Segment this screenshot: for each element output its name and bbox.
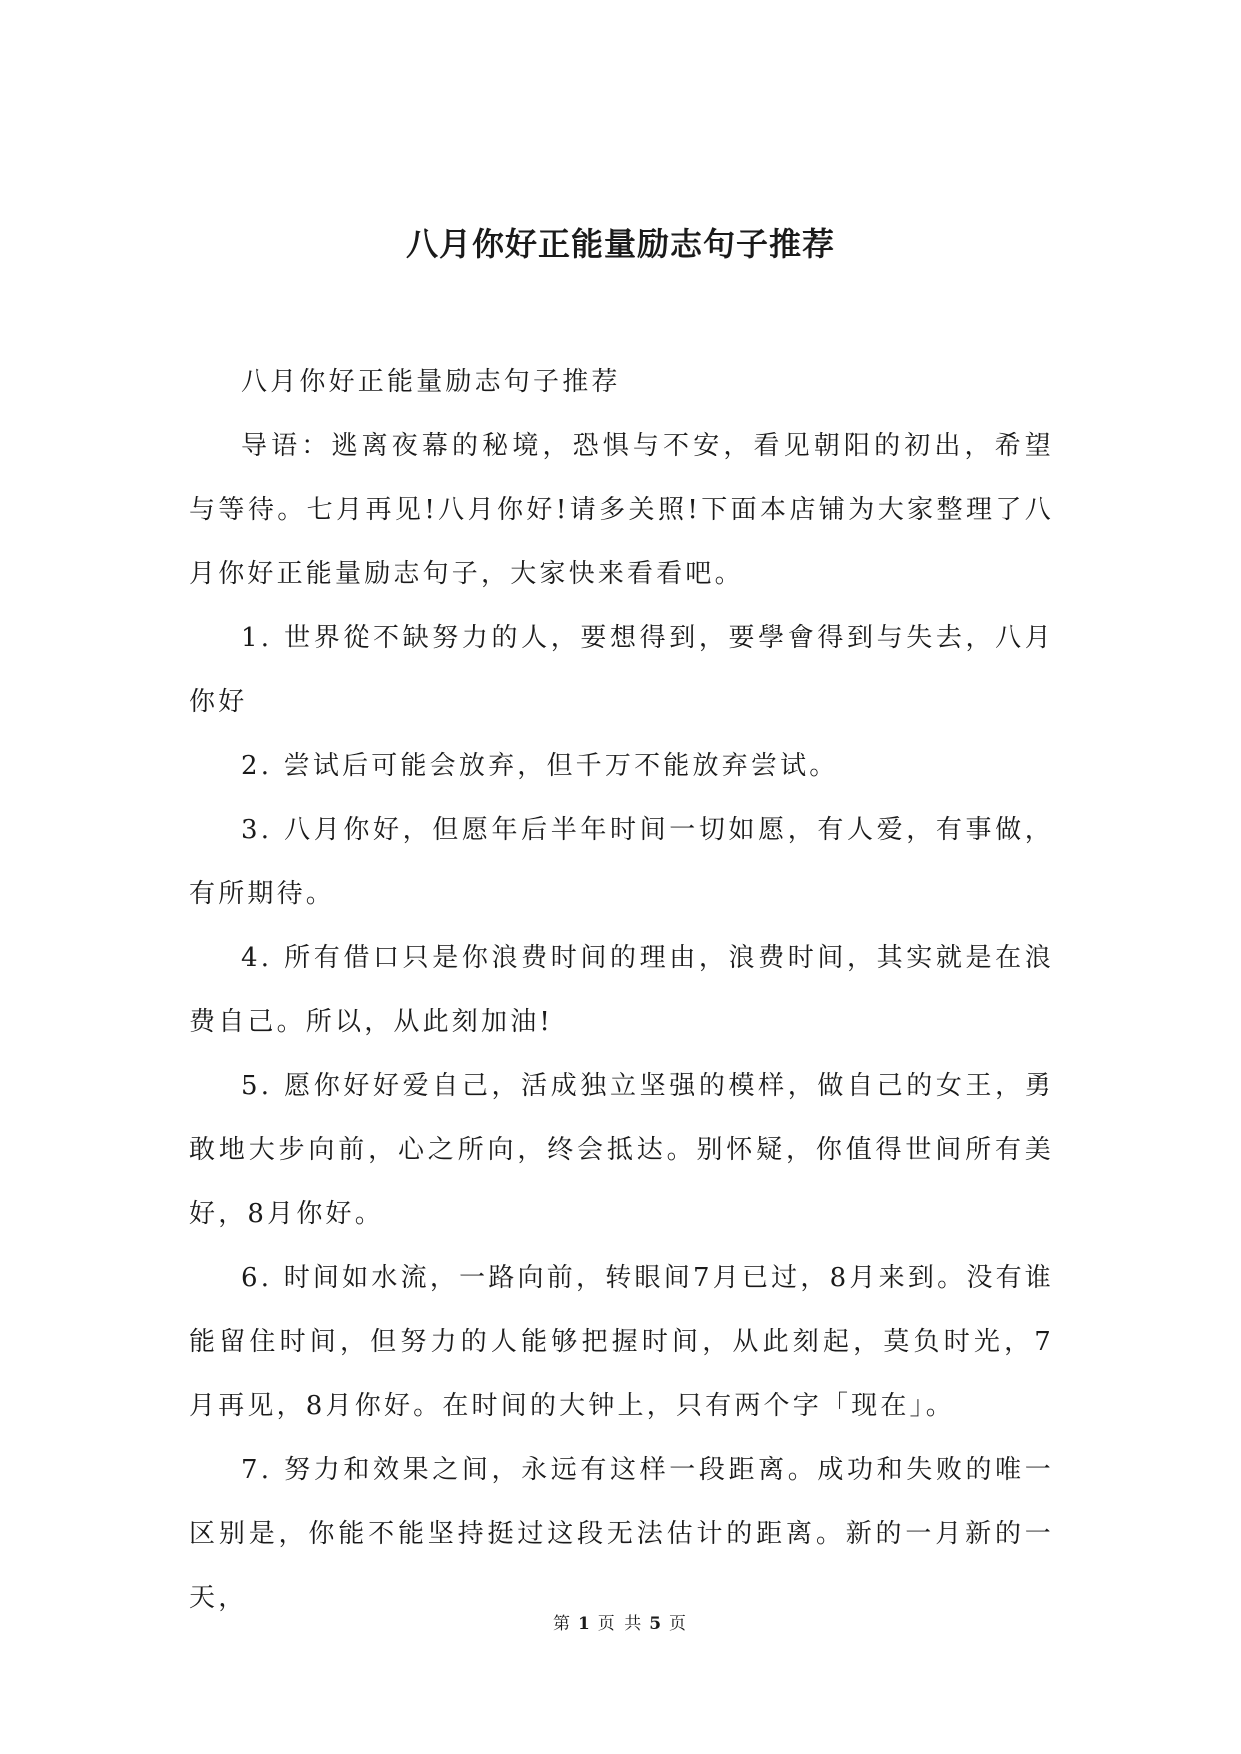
footer-total-pages: 5	[649, 1614, 664, 1634]
document-title: 八月你好正能量励志句子推荐	[405, 225, 835, 263]
page-footer	[0, 1612, 1241, 1636]
footer-current-page: 1	[577, 1614, 592, 1634]
paragraph-item-1: 1. 世界從不缺努力的人，要想得到，要學會得到与失去，八月你好	[189, 623, 1054, 717]
paragraph-item-2: 2. 尝试后可能会放弃，但千万不能放弃尝试。	[241, 751, 839, 781]
paragraph-item-3: 3. 八月你好，但愿年后半年时间一切如愿，有人爱，有事做，有所期待。	[189, 815, 1054, 909]
paragraph-item-6: 6. 时间如水流，一路向前，转眼间7月已过，8月来到。没有谁能留住时间，但努力的人能够把握时间，从此刻起，莫负时光，7月再见，8月你好。在时间的大钟上，只有两个字「现在」。	[189, 1263, 1054, 1421]
footer-prefix: 第	[552, 1614, 572, 1634]
paragraph-item-5: 5. 愿你好好爱自己，活成独立坚强的模样，做自己的女王，勇敢地大步向前，心之所向，终会抵达。别怀疑，你值得世间所有美好，8月你好。	[189, 1071, 1054, 1229]
paragraph-item-4: 4. 所有借口只是你浪费时间的理由，浪费时间，其实就是在浪费自己。所以，从此刻加油!	[189, 943, 1054, 1037]
footer-suffix: 页	[669, 1614, 689, 1634]
footer-middle: 页 共	[597, 1614, 644, 1634]
paragraph-item-7: 7. 努力和效果之间，永远有这样一段距离。成功和失败的唯一区别是，你能不能坚持挺过这段无法估计的距离。新的一月新的一天，	[189, 1455, 1054, 1613]
paragraph-subtitle: 八月你好正能量励志句子推荐	[241, 367, 621, 397]
document-body	[189, 350, 1054, 1630]
paragraph-intro: 导语：逃离夜幕的秘境，恐惧与不安，看见朝阳的初出，希望与等待。七月再见!八月你好!请多关照!下面本店铺为大家整理了八月你好正能量励志句子，大家快来看看吧。	[189, 431, 1054, 589]
